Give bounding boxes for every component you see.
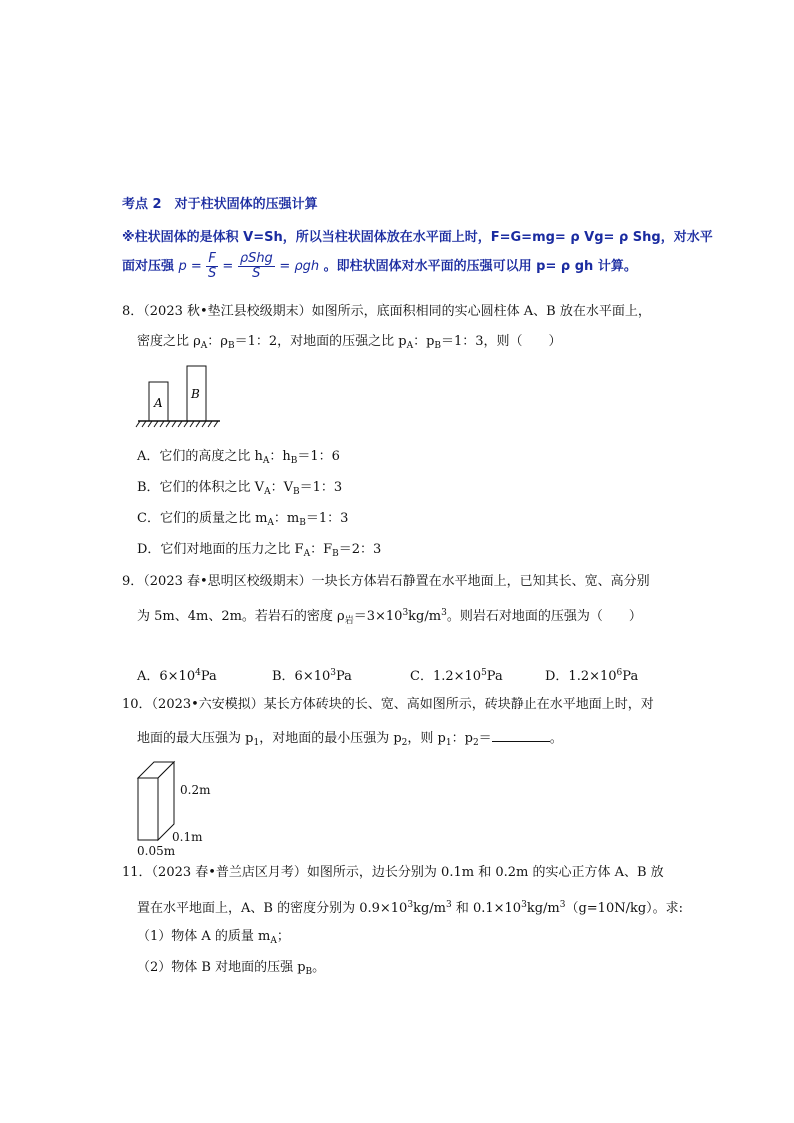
q10-text: ，则 p <box>407 731 446 746</box>
opt-text: B．它们的体积之比 V <box>137 480 265 495</box>
fraction-f-over-s <box>206 252 217 281</box>
q10-text: 。 <box>549 731 563 746</box>
q9-text: 。则岩石对地面的压强为（ ） <box>446 609 642 624</box>
q8-stem-line2 <box>137 333 562 355</box>
section-note-line2 <box>122 252 637 281</box>
q9-text: kg/m <box>408 609 442 624</box>
opt-text: ＝2：3 <box>338 542 382 557</box>
q9-stem-line1: 9．（2023 春•思明区校级期末）一块长方体岩石静置在水平地面上，已知其长、宽、高分别 <box>122 574 650 589</box>
sub-a: A <box>303 549 311 559</box>
q11-text: ； <box>276 929 290 944</box>
section-heading: 考点 2 对于柱状固体的压强计算 <box>122 197 318 212</box>
sup-exp: 3 <box>402 608 409 618</box>
ground-hatch <box>136 421 218 427</box>
q11-stem-line2 <box>137 896 683 918</box>
opt-text: ＝1：6 <box>297 449 340 464</box>
opt-text: A．它们的高度之比 h <box>137 449 263 464</box>
sup-exp: 3 <box>407 900 414 910</box>
q11-text: （1）物体 A 的质量 m <box>137 929 271 944</box>
formula-tail: = ρgh <box>279 259 320 274</box>
q11-text: 和 0.1×10 <box>451 901 522 916</box>
frac-numerator: ρShg <box>239 251 273 266</box>
brick-front-face <box>138 778 158 840</box>
opt-text: D．1.2×10 <box>545 669 617 684</box>
q9-stem-line2 <box>137 604 642 630</box>
q11-part2 <box>137 959 325 981</box>
dim-height-label: 0.2m <box>180 783 211 797</box>
q8-text: ：ρ <box>207 334 228 349</box>
opt-text: Pa <box>622 669 639 684</box>
q9-option-a <box>137 664 217 686</box>
sub-b: B <box>290 456 298 466</box>
sup-exp: 4 <box>195 668 201 678</box>
sub-1: 1 <box>253 738 260 748</box>
formula-p: p = <box>178 259 202 274</box>
q11-text: 置在水平地面上，A、B 的密度分别为 0.9×10 <box>137 901 408 916</box>
sup-exp: 3 <box>330 668 336 678</box>
q8-stem-line1: 8．（2023 秋•垫江县校级期末）如图所示，底面积相同的实心圆柱体 A、B 放在水平面上， <box>122 304 651 319</box>
opt-text: ＝1：3 <box>299 480 343 495</box>
sub-a: A <box>264 487 271 497</box>
answer-blank <box>492 729 550 742</box>
sub-a: A <box>200 341 208 351</box>
sub-a: A <box>270 936 277 946</box>
q8-option-c <box>137 510 348 532</box>
q11-stem-line1: 11．（2023 春•普兰店区月考）如图所示，边长分别为 0.1m 和 0.2m 的实心正方体 A、B 放 <box>122 865 664 880</box>
label-a: A <box>154 396 163 410</box>
dim-width-label: 0.05m <box>137 844 176 858</box>
q11-part1 <box>137 928 290 950</box>
q8-option-a <box>137 448 340 470</box>
q10-text: ＝ <box>478 731 492 746</box>
sub-b: B <box>299 518 306 528</box>
frac-denominator: S <box>252 266 261 281</box>
sub-2: 2 <box>401 738 408 748</box>
q9-option-c <box>410 664 503 686</box>
opt-text: C．1.2×10 <box>410 669 482 684</box>
q11-text: kg/m <box>526 901 560 916</box>
opt-text: Pa <box>200 669 217 684</box>
sub-a: A <box>406 341 414 351</box>
q8-option-b <box>137 479 342 501</box>
sup-exp: 3 <box>559 900 566 910</box>
note-prefix: 面对压强 <box>122 259 175 274</box>
opt-text: B．6×10 <box>272 669 331 684</box>
opt-text: C．它们的质量之比 m <box>137 511 268 526</box>
q8-cylinders-figure <box>134 360 226 436</box>
sub-b: B <box>292 487 300 497</box>
sub-b: B <box>227 341 235 351</box>
q10-text: 地面的最大压强为 p <box>137 731 254 746</box>
q10-text: ：p <box>451 731 473 746</box>
q11-text: （2）物体 B 对地面的压强 p <box>137 960 306 975</box>
q9-text: ＝3×10 <box>353 609 403 624</box>
q8-text: ＝1：2，对地面的压强之比 p <box>234 334 407 349</box>
opt-text: ＝1：3 <box>305 511 349 526</box>
q9-text: 为 5m、4m、2m。若岩石的密度 ρ <box>137 609 345 624</box>
opt-text: Pa <box>336 669 352 684</box>
sub-b: B <box>434 341 442 351</box>
fraction-rhoshg-over-s <box>238 252 275 281</box>
sup-exp: 5 <box>481 668 487 678</box>
sub-2: 2 <box>472 738 479 748</box>
q8-text: ：p <box>413 334 435 349</box>
sup-exp: 3 <box>445 900 452 910</box>
sup-exp: 6 <box>616 668 623 678</box>
opt-text: D．它们对地面的压力之比 F <box>137 542 304 557</box>
sub-rock: 岩 <box>344 616 354 626</box>
sub-1: 1 <box>445 738 452 748</box>
opt-text: ：V <box>270 480 293 495</box>
sup-exp: 3 <box>441 608 447 618</box>
note-suffix: 。即柱状固体对水平面的压强可以用 p= ρ gh 计算。 <box>323 259 637 274</box>
dim-depth-label: 0.1m <box>172 830 203 844</box>
frac-numerator: F <box>208 251 216 266</box>
sub-a: A <box>262 456 270 466</box>
q10-stem-line2 <box>137 729 563 752</box>
formula-eq: = <box>222 259 234 274</box>
sub-b: B <box>332 549 339 559</box>
sup-exp: 3 <box>521 900 527 910</box>
opt-text: A．6×10 <box>137 669 196 684</box>
q10-text: ，对地面的最小压强为 p <box>259 731 402 746</box>
q8-text: 密度之比 ρ <box>137 334 201 349</box>
q11-text: 。 <box>312 960 326 975</box>
label-b: B <box>191 387 200 401</box>
sub-a: A <box>267 518 274 528</box>
opt-text: ：h <box>269 449 291 464</box>
q9-option-d <box>545 664 638 686</box>
q10-stem-line1: 10．（2023•六安模拟）某长方体砖块的长、宽、高如图所示，砖块静止在水平地面上时，对 <box>122 697 654 712</box>
opt-text: Pa <box>486 669 503 684</box>
section-note-line1: ※柱状固体的是体积 V=Sh，所以当柱状固体放在水平面上时，F=G=mg= ρ Vg= ρ Shg，对水平 <box>122 230 713 245</box>
q8-text: ＝1：3，则（ ） <box>441 334 562 349</box>
q11-text: kg/m <box>413 901 446 916</box>
opt-text: ：m <box>273 511 300 526</box>
sub-b: B <box>305 967 313 977</box>
frac-denominator: S <box>207 266 217 281</box>
q8-option-d <box>137 541 381 563</box>
q11-text: （g=10N/kg）。求: <box>565 901 684 916</box>
q9-option-b <box>272 664 352 686</box>
opt-text: ：F <box>310 542 333 557</box>
